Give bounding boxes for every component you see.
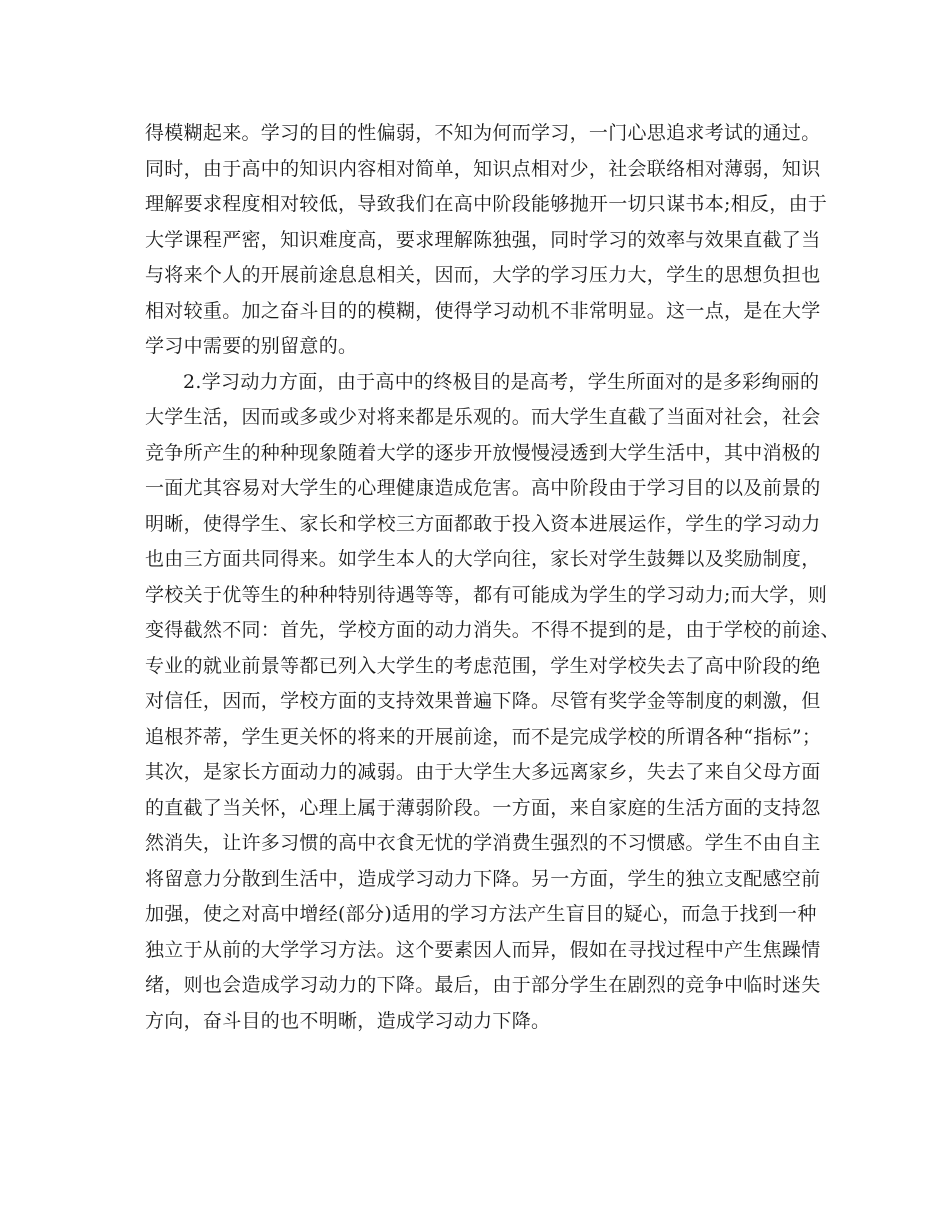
text-line: 加强，使之对高中增经(部分)适用的学习方法产生盲目的疑心，而急于找到一种 [145,903,817,925]
text-line: 同时，由于高中的知识内容相对简单，知识点相对少，社会联络相对薄弱，知识 [145,157,821,180]
text-line: 学习中需要的别留意的。 [145,335,358,357]
text-line: 将留意力分散到生活中，造成学习动力下降。另一方面，学生的独立支配感空前 [145,867,821,890]
text-line: 一面尤其容易对大学生的心理健康造成危害。高中阶段由于学习目的以及前景的 [145,477,821,499]
text-line: 的直截了当关怀，心理上属于薄弱阶段。一方面，来自家庭的生活方面的支持忽 [145,796,821,819]
text-line: 方向，奋斗目的也不明晰，造成学习动力下降。 [145,1009,551,1032]
text-line: 独立于从前的大学学习方法。这个要素因人而异，假如在寻找过程中产生焦躁情 [145,938,821,961]
text-line: 然消失，让许多习惯的高中衣食无忧的学消费生强烈的不习惯感。学生不由自主 [145,832,821,854]
text-line: 变得截然不同：首先，学校方面的动力消失。不得不提到的是，由于学校的前途、 [145,619,840,641]
text-line: 大学生活，因而或多或少对将来都是乐观的。而大学生直截了当面对社会，社会 [145,406,821,428]
text-line: 专业的就业前景等都已列入大学生的考虑范围，学生对学校失去了高中阶段的绝 [145,654,821,677]
text-line: 相对较重。加之奋斗目的的模糊，使得学习动机不非常明显。这一点，是在大学 [145,299,821,322]
text-line: 绪，则也会造成学习动力的下降。最后，由于部分学生在剧烈的竞争中临时迷失 [145,974,821,996]
text-line: 与将来个人的开展前途息息相关，因而，大学的学习压力大，学生的思想负担也 [145,264,821,286]
text-line: 大学课程严密，知识难度高，要求理解陈独强，同时学习的效率与效果直截了当 [145,228,821,251]
paragraph-start-line: 2.学习动力方面，由于高中的终极目的是高考，学生所面对的是多彩绚丽的 [183,370,820,393]
text-line: 得模糊起来。学习的目的性偏弱，不知为何而学习，一门心思追求考试的通过。 [145,122,821,144]
text-line: 也由三方面共同得来。如学生本人的大学向往，家长对学生鼓舞以及奖励制度， [145,548,821,570]
text-line: 竞争所产生的种种现象随着大学的逐步开放慢慢浸透到大学生活中，其中消极的 [145,441,821,464]
text-line: 学校关于优等生的种种特别待遇等等，都有可能成为学生的学习动力;而大学，则 [145,583,828,606]
text-line: 追根芥蒂，学生更关怀的将来的开展前途，而不是完成学校的所谓各种“指标”； [145,725,822,748]
body-text [145,116,840,1039]
text-line: 明晰，使得学生、家长和学校三方面都敢于投入资本进展运作，学生的学习动力 [145,512,821,535]
text-line: 其次，是家长方面动力的减弱。由于大学生大多远离家乡，失去了来自父母方面 [145,761,821,783]
text-line: 对信任，因而，学校方面的支持效果普遍下降。尽管有奖学金等制度的刺激，但 [145,690,821,712]
text-line: 理解要求程度相对较低，导致我们在高中阶段能够抛开一切只谋书本;相反，由于 [145,193,828,215]
